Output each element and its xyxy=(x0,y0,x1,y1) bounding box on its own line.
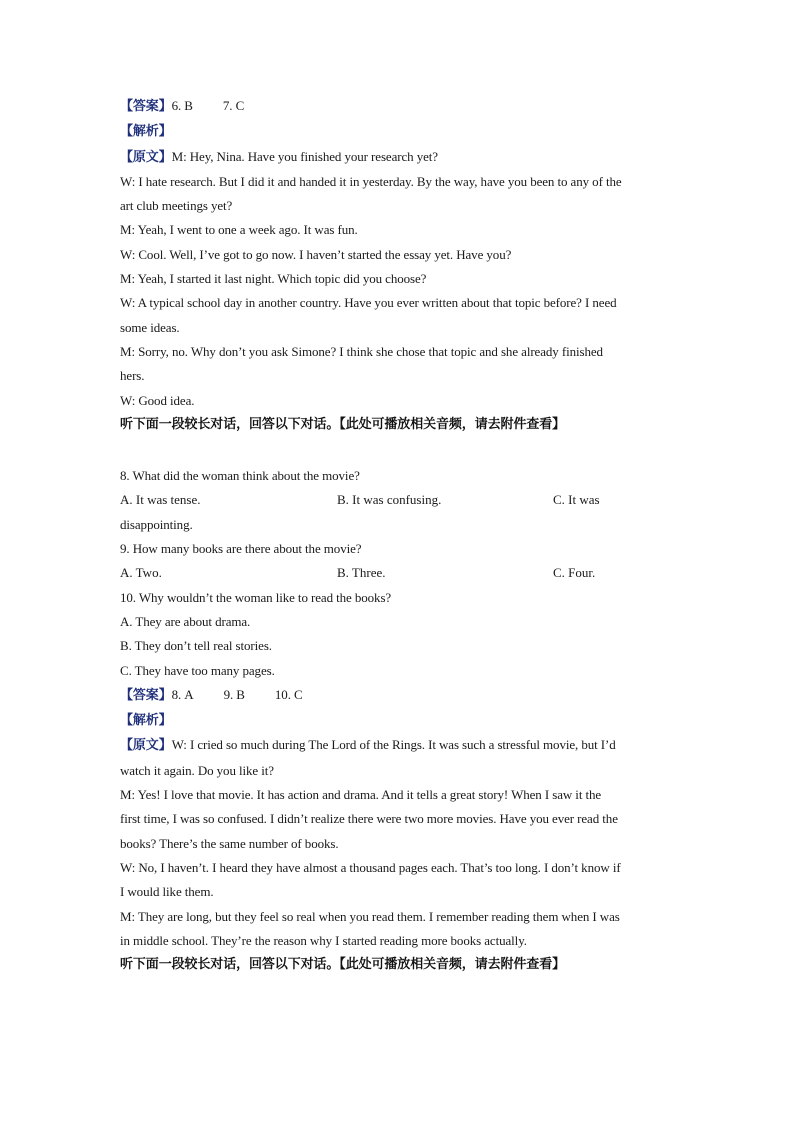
transcript-line: M: Yeah, I started it last night. Which topic did you choose? xyxy=(120,271,427,287)
transcript-line: M: Yeah, I went to one a week ago. It was fun. xyxy=(120,222,358,238)
transcript-text: W: I cried so much during The Lord of the Rings. It was such a stressful movie, but I’d xyxy=(171,737,616,753)
transcript-line: hers. xyxy=(120,368,145,384)
instruction-line: 听下面一段较长对话，回答以下对话。【此处可播放相关音频，请去附件查看】 xyxy=(120,957,566,973)
transcript-line: watch it again. Do you like it? xyxy=(120,762,274,778)
answer-7: 7. C xyxy=(222,98,245,113)
transcript-line: I would like them. xyxy=(120,884,214,900)
transcript-line: some ideas. xyxy=(120,319,180,335)
analysis-tag: 【解析】 xyxy=(120,713,172,729)
answer-10: 10. C xyxy=(274,686,303,702)
transcript-line: in middle school. They’re the reason why I started reading more books actually. xyxy=(120,932,527,948)
transcript-line: first time, I was so confused. I didn’t realize there were two more movies. Have you ever read the xyxy=(120,811,618,827)
answer-line-2 xyxy=(120,683,680,708)
option-8a: A. It was tense. xyxy=(120,492,201,508)
option-9c: C. Four. xyxy=(553,565,596,581)
option-10a: A. They are about drama. xyxy=(120,613,251,629)
analysis-line-1 xyxy=(120,119,680,144)
option-9a: A. Two. xyxy=(120,565,162,581)
transcript-line: M: They are long, but they feel so real when you read them. I remember reading them when I was xyxy=(120,908,620,924)
option-10b: B. They don’t tell real stories. xyxy=(120,638,272,654)
transcript-line: W: A typical school day in another country. Have you ever written about that topic before? I need xyxy=(120,295,617,311)
question-8-options xyxy=(120,488,680,512)
option-10c: C. They have too many pages. xyxy=(120,662,275,678)
transcript-line xyxy=(120,733,680,758)
transcript-line xyxy=(120,145,680,170)
question-10-stem: 10. Why wouldn’t the woman like to read the books? xyxy=(120,589,392,605)
question-8-stem: 8. What did the woman think about the movie? xyxy=(120,468,360,484)
question-9-stem: 9. How many books are there about the movie? xyxy=(120,541,362,557)
transcript-line: W: Good idea. xyxy=(120,392,195,408)
answer-tag: 【答案】 xyxy=(120,99,172,114)
transcript-line: W: Cool. Well, I’ve got to go now. I haven’t started the essay yet. Have you? xyxy=(120,246,512,262)
document-page xyxy=(120,94,680,977)
analysis-line-2 xyxy=(120,708,680,733)
answer-8: 8. A xyxy=(171,686,194,702)
answer-9: 9. B xyxy=(223,686,245,702)
transcript-line: M: Sorry, no. Why don’t you ask Simone? I think she chose that topic and she already finished xyxy=(120,343,603,359)
answer-6: 6. B xyxy=(171,98,193,113)
transcript-line: W: I hate research. But I did it and handed it in yesterday. By the way, have you been to any of the xyxy=(120,173,622,189)
option-8b: B. It was confusing. xyxy=(337,492,442,508)
transcript-line: books? There’s the same number of books. xyxy=(120,835,339,851)
instruction-line: 听下面一段较长对话，回答以下对话。【此处可播放相关音频，请去附件查看】 xyxy=(120,416,566,432)
question-9-options xyxy=(120,561,680,585)
original-tag: 【原文】 xyxy=(120,149,172,165)
option-8c-continued: disappointing. xyxy=(120,516,193,532)
transcript-text: M: Hey, Nina. Have you finished your research yet? xyxy=(171,148,438,164)
original-tag: 【原文】 xyxy=(120,738,172,754)
answer-line-1 xyxy=(120,94,680,119)
analysis-tag: 【解析】 xyxy=(120,124,172,140)
option-8c: C. It was xyxy=(553,492,600,508)
option-9b: B. Three. xyxy=(337,565,386,581)
transcript-line: M: Yes! I love that movie. It has action and drama. And it tells a great story! When I saw it the xyxy=(120,787,602,803)
transcript-line: art club meetings yet? xyxy=(120,198,233,214)
transcript-line: W: No, I haven’t. I heard they have almost a thousand pages each. That’s too long. I don’t know if xyxy=(120,859,621,875)
answer-tag: 【答案】 xyxy=(120,687,172,703)
